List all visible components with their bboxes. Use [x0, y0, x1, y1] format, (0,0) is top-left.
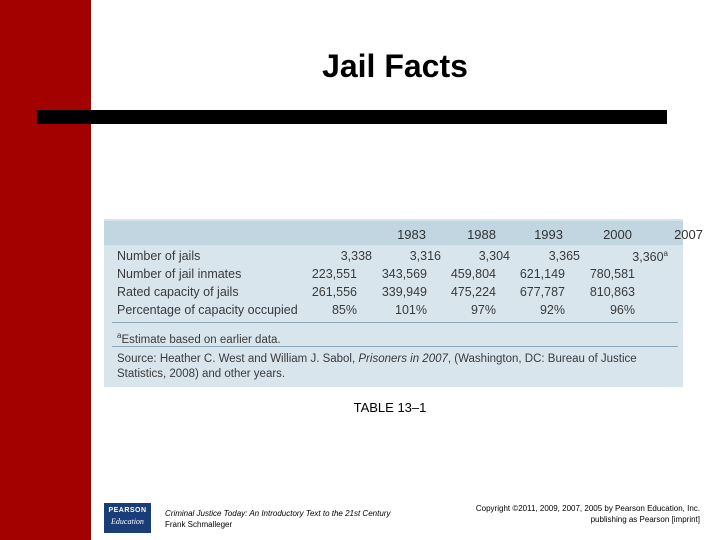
row-label: Rated capacity of jails [117, 285, 239, 299]
table-cell: 3,316 [409, 249, 441, 263]
table-cell: 343,569 [381, 267, 427, 281]
table-cell: 261,556 [311, 285, 357, 299]
table-footnote: $^a$Estimate based on earlier data. [117, 331, 281, 346]
table-cell: 96% [609, 303, 635, 317]
slide-title: Jail Facts [322, 48, 468, 84]
table-cell: 97% [470, 303, 496, 317]
title-rule [37, 110, 667, 124]
table-source: Source: Heather C. West and William J. Sabol, Prisoners in 2007, (Washington, DC: Bureau of Justice Statistics, 2008) and other years. [117, 353, 637, 380]
table-header [104, 221, 703, 245]
table-cell: 92% [539, 303, 565, 317]
table-divider [112, 322, 678, 323]
footnote-mark: a [663, 249, 668, 258]
table-cell: 101% [395, 303, 427, 317]
row-label: Number of jails [117, 249, 201, 263]
table-cell: 475,224 [450, 285, 496, 299]
side-accent-bar [0, 0, 91, 540]
table-cell: 677,787 [519, 285, 565, 299]
book-credit [165, 508, 390, 530]
year-header: 2007 [674, 227, 703, 242]
table-cell: 780,581 [589, 267, 635, 281]
table-cell: 3,338 [340, 249, 372, 263]
table-cell: 223,551 [311, 267, 357, 281]
year-header: 1983 [397, 227, 426, 242]
row-label: Number of jail inmates [117, 267, 242, 281]
table-cell: 85% [331, 303, 357, 317]
year-header: 2000 [603, 227, 632, 242]
pearson-logo: PEARSON Education [104, 503, 151, 533]
table-cell: 459,804 [450, 267, 496, 281]
table-caption: TABLE 13–1 [353, 400, 427, 415]
book-title: Criminal Justice Today: An Introductory Text to the 21st Century [165, 509, 391, 518]
row-label: Percentage of capacity occupied [117, 303, 298, 317]
data-table [104, 219, 703, 387]
table-divider [112, 346, 678, 347]
table-cell: 621,149 [519, 267, 565, 281]
table-cell: 339,949 [381, 285, 427, 299]
copyright-notice: Copyright ©2011, 2009, 2007, 2005 by Pearson Education, Inc. publishing as Pearson [imprint] [475, 504, 700, 524]
table-cell: 3,360$^a$ [632, 249, 668, 265]
book-author: Frank Schmalleger [165, 520, 233, 529]
table-cell: 3,304 [478, 249, 510, 263]
year-header: 1988 [467, 227, 496, 242]
table-cell: 3,365 [548, 249, 580, 263]
year-header: 1993 [534, 227, 563, 242]
table-cell: 810,863 [589, 285, 635, 299]
